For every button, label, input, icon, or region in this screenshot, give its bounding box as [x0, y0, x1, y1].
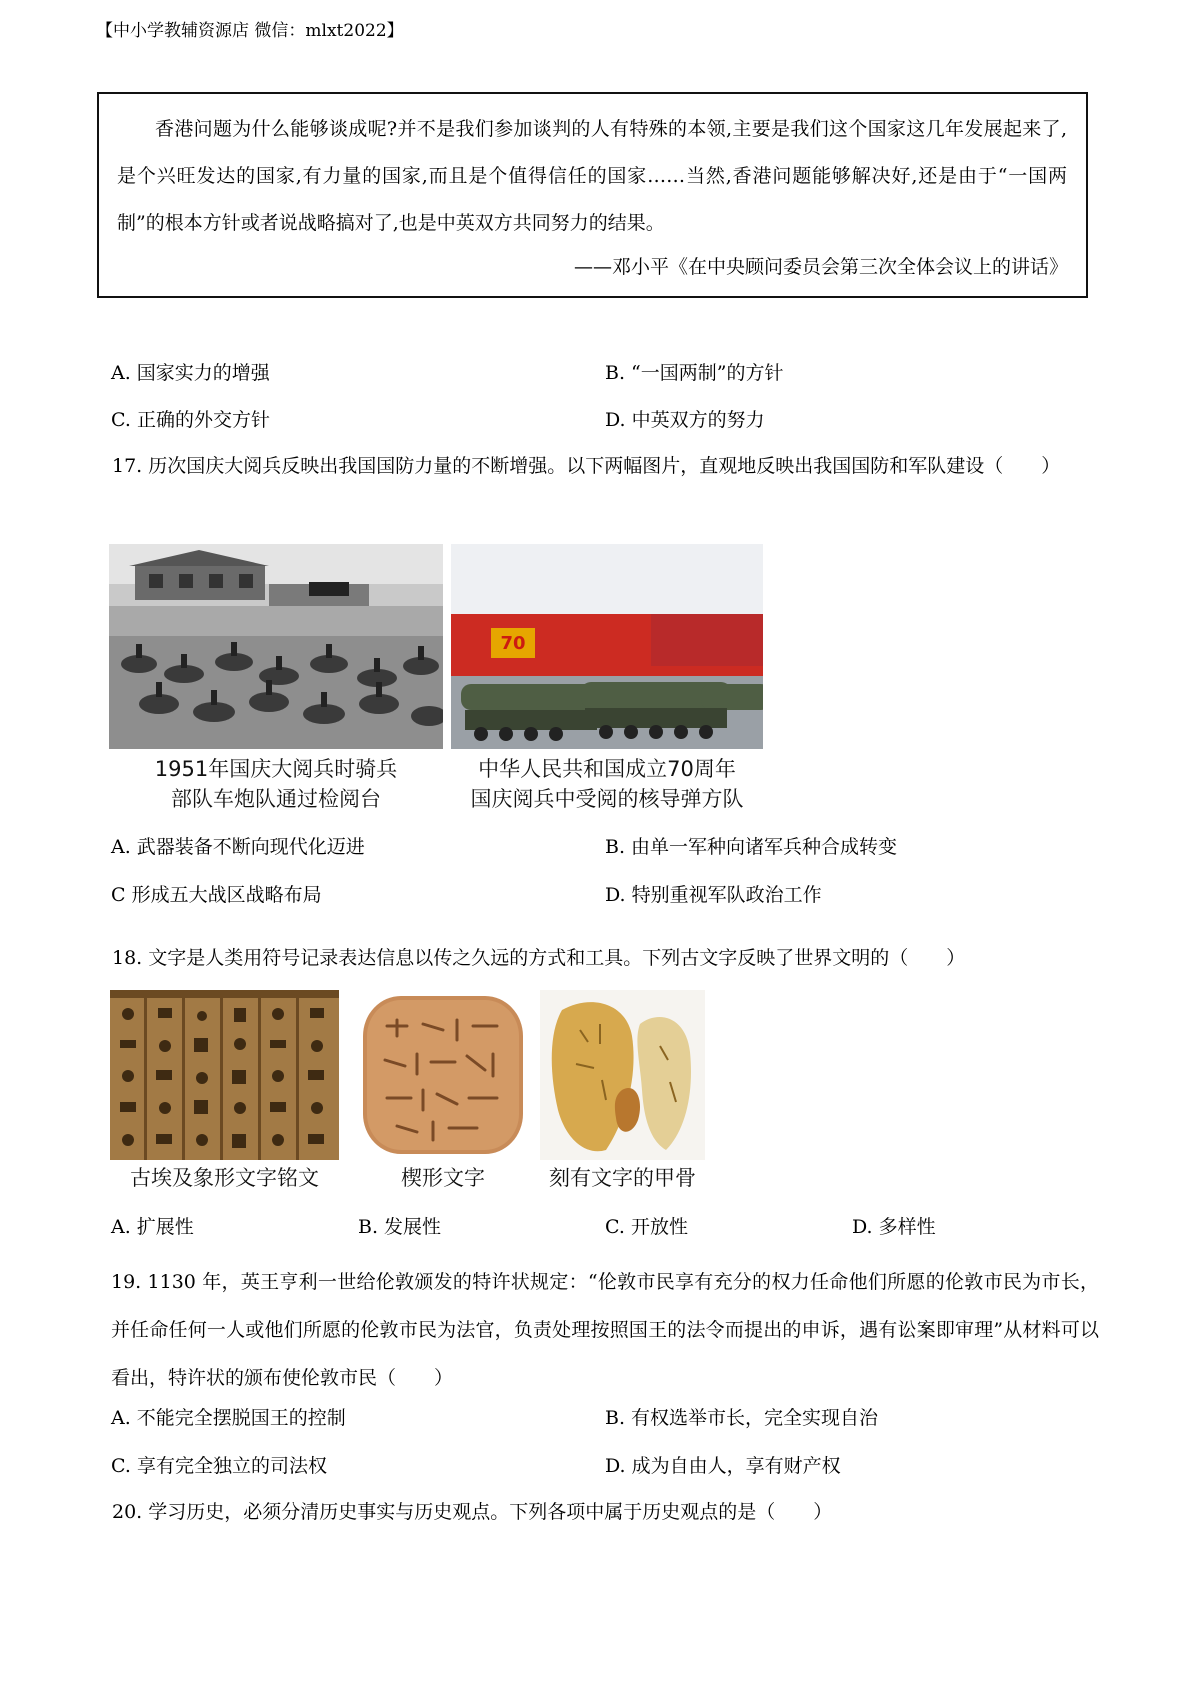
q17-image-1-caption-line1: 1951年国庆大阅兵时骑兵 [154, 757, 398, 781]
q18-image-cuneiform [357, 990, 529, 1160]
q17-image-missile-parade [451, 544, 763, 749]
q18-image-2-caption: 楔形文字 [401, 1166, 485, 1190]
q18-option-d: D. 多样性 [852, 1216, 936, 1238]
q18-image-1-caption: 古埃及象形文字铭文 [130, 1166, 319, 1190]
q19-option-c: C. 享有完全独立的司法权 [111, 1455, 327, 1477]
q16-option-c: C. 正确的外交方针 [111, 409, 270, 431]
q17-image-2-caption-line2: 国庆阅兵中受阅的核导弹方队 [470, 787, 744, 811]
q17-image-2-badge: 70 [500, 633, 526, 654]
q17-image-2-caption-line1: 中华人民共和国成立70周年 [478, 757, 736, 781]
quote-box [97, 92, 1088, 298]
q16-option-b: B. “一国两制”的方针 [605, 362, 784, 384]
q18-image-hieroglyphs [110, 990, 339, 1160]
q17-option-b: B. 由单一军种向诸军兵种合成转变 [605, 836, 898, 858]
q17-image-cavalry-parade [109, 544, 443, 749]
q18-image-oracle-bone [540, 990, 705, 1160]
q18-option-a: A. 扩展性 [111, 1216, 194, 1238]
page-header: 【中小学教辅资源店 微信：mlxt2022】 [96, 21, 404, 41]
q18-option-c: C. 开放性 [605, 1216, 688, 1238]
q18-option-b: B. 发展性 [358, 1216, 442, 1238]
q16-option-a: A. 国家实力的增强 [111, 362, 270, 384]
q17-image-1-caption-line2: 部队车炮队通过检阅台 [171, 787, 381, 811]
q17-stem: 17. 历次国庆大阅兵反映出我国国防力量的不断增强。以下两幅图片，直观地反映出我国国防和军队建设（ ） [112, 455, 1061, 477]
q20-stem: 20. 学习历史，必须分清历史事实与历史观点。下列各项中属于历史观点的是（ ） [112, 1501, 833, 1523]
q18-image-3-caption: 刻有文字的甲骨 [549, 1166, 696, 1190]
q19-option-a: A. 不能完全摆脱国王的控制 [111, 1407, 346, 1429]
q17-option-d: D. 特别重视军队政治工作 [605, 884, 822, 906]
q19-stem: 19. 1130 年，英王亨利一世给伦敦颁发的特许状规定：“伦敦市民享有充分的权力任命他们所愿的伦敦市民为市长，并任命任何一人或他们所愿的伦敦市民为法官，负责处理按照国王的法令而提出的申诉，遇有讼案即审理”从材料可以看出，特许状的颁布使伦敦市民（ ） [111, 1271, 1099, 1389]
q16-option-d: D. 中英双方的努力 [605, 409, 765, 431]
q19-option-b: B. 有权选举市长，完全实现自治 [605, 1407, 879, 1429]
q17-image-2-caption [451, 754, 763, 814]
quote-source: ——邓小平《在中央顾问委员会第三次全体会议上的讲话》 [573, 256, 1068, 278]
q19-option-d: D. 成为自由人，享有财产权 [605, 1455, 841, 1477]
q17-option-c: C 形成五大战区战略布局 [111, 884, 322, 906]
q17-option-a: A. 武器装备不断向现代化迈进 [111, 836, 365, 858]
q17-image-1-caption [109, 754, 443, 814]
quote-text: 香港问题为什么能够谈成呢?并不是我们参加谈判的人有特殊的本领,主要是我们这个国家这几年发展起来了,是个兴旺发达的国家,有力量的国家,而且是个值得信任的国家……当然,香港问题能够解决好,还是由于“一国两制”的根本方针或者说战略搞对了,也是中英双方共同努力的结果。 [117, 118, 1067, 234]
q18-stem: 18. 文字是人类用符号记录表达信息以传之久远的方式和工具。下列古文字反映了世界文明的（ ） [112, 947, 966, 969]
